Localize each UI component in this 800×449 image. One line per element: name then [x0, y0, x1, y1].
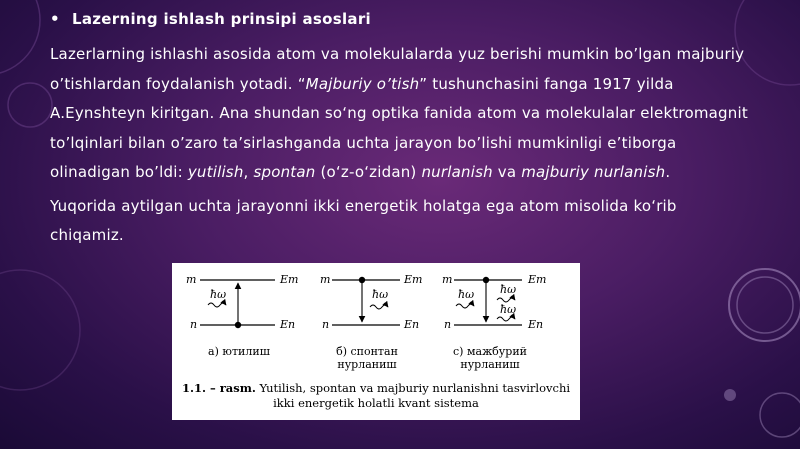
label-b-line2: нурланиш	[337, 358, 397, 371]
paragraph-1	[50, 40, 750, 188]
level-n-a: n	[190, 318, 198, 331]
photon-wave-a	[208, 303, 226, 307]
photon-wave-c-out2	[497, 317, 515, 321]
photon-label-c-out2: ħω	[500, 303, 517, 316]
slide-heading	[50, 6, 750, 32]
para1-text-1: Lazerlarning ishlashi asosida atom va molekulalarda yuz berishi mumkin bo’lgan majburiy o’tishlardan foydalanish yotadi. “	[50, 45, 745, 93]
atom-dot-b	[359, 277, 365, 283]
photon-wave-b	[370, 305, 388, 309]
level-n-c: n	[444, 318, 452, 331]
photon-label-c-in: ħω	[458, 288, 475, 301]
heading-text: Lazerning ishlash prinsipi asoslari	[72, 10, 371, 28]
energy-upper-a: Em	[280, 273, 299, 286]
para1-term-yutilish: yutilish	[187, 163, 244, 181]
atom-dot-a	[235, 322, 241, 328]
level-m-c: m	[442, 273, 453, 286]
level-m-b: m	[320, 273, 331, 286]
label-c-line1: с) мажбурий	[453, 345, 527, 358]
para1-term-majburiy-otish: Majburiy o’tish	[305, 74, 420, 93]
photon-label-b: ħω	[372, 288, 389, 301]
label-spontaneous	[322, 345, 412, 371]
label-a-text: а) ютилиш	[208, 345, 270, 358]
para1-text-3: (o‘z-o‘zidan)	[315, 163, 422, 181]
para1-text-2: ” tushunchasini fanga 1917 yilda A.Eynshteyn kiritgan. Ana shundan so‘ng optika fanida atom va molekulalar elektromagnit to’lqinlari bilan o’zaro ta’sirlashganda uchta jarayon bo’lishi mumkinligi e’tiborga olinadigan bo’ldi:	[50, 74, 748, 181]
slide-text	[50, 6, 750, 251]
label-stimulated	[442, 345, 538, 371]
energy-lower-a: En	[280, 318, 296, 331]
caption-number: 1.1. – rasm.	[181, 381, 256, 395]
level-m-a: m	[186, 273, 197, 286]
para1-sep: ,	[243, 163, 254, 181]
energy-lower-b: En	[404, 318, 420, 331]
energy-upper-c: Em	[528, 273, 547, 286]
paragraph-2: Yuqorida aytilgan uchta jarayonni ikki energetik holatga ega atom misolida ko‘rib chiqamiz.	[50, 196, 677, 244]
para1-term-spontan: spontan	[253, 163, 316, 181]
energy-lower-c: En	[528, 318, 544, 331]
para1-end: .	[665, 163, 671, 181]
atom-dot-c	[483, 277, 489, 283]
label-absorption	[194, 345, 284, 358]
photon-label-a: ħω	[210, 288, 227, 301]
para1-term-nurlanish: nurlanish	[421, 163, 493, 181]
energy-level-figure	[172, 263, 580, 420]
photon-wave-c-in	[456, 304, 474, 308]
level-n-b: n	[322, 318, 330, 331]
bullet-marker: •	[50, 10, 60, 28]
para1-term-majburiy-nurlanish: majburiy nurlanish	[521, 163, 666, 181]
para1-text-4: va	[492, 163, 522, 181]
photon-label-c-out1: ħω	[500, 283, 517, 296]
caption-text: Yutilish, spontan va majburiy nurlanishni tasvirlovchi ikki energetik holatli kvant sistema	[255, 381, 571, 410]
label-b-line1: б) спонтан	[336, 345, 398, 358]
energy-upper-b: Em	[404, 273, 423, 286]
photon-wave-c-out1	[497, 298, 515, 302]
label-c-line2: нурланиш	[460, 358, 520, 371]
figure-caption	[178, 381, 574, 411]
